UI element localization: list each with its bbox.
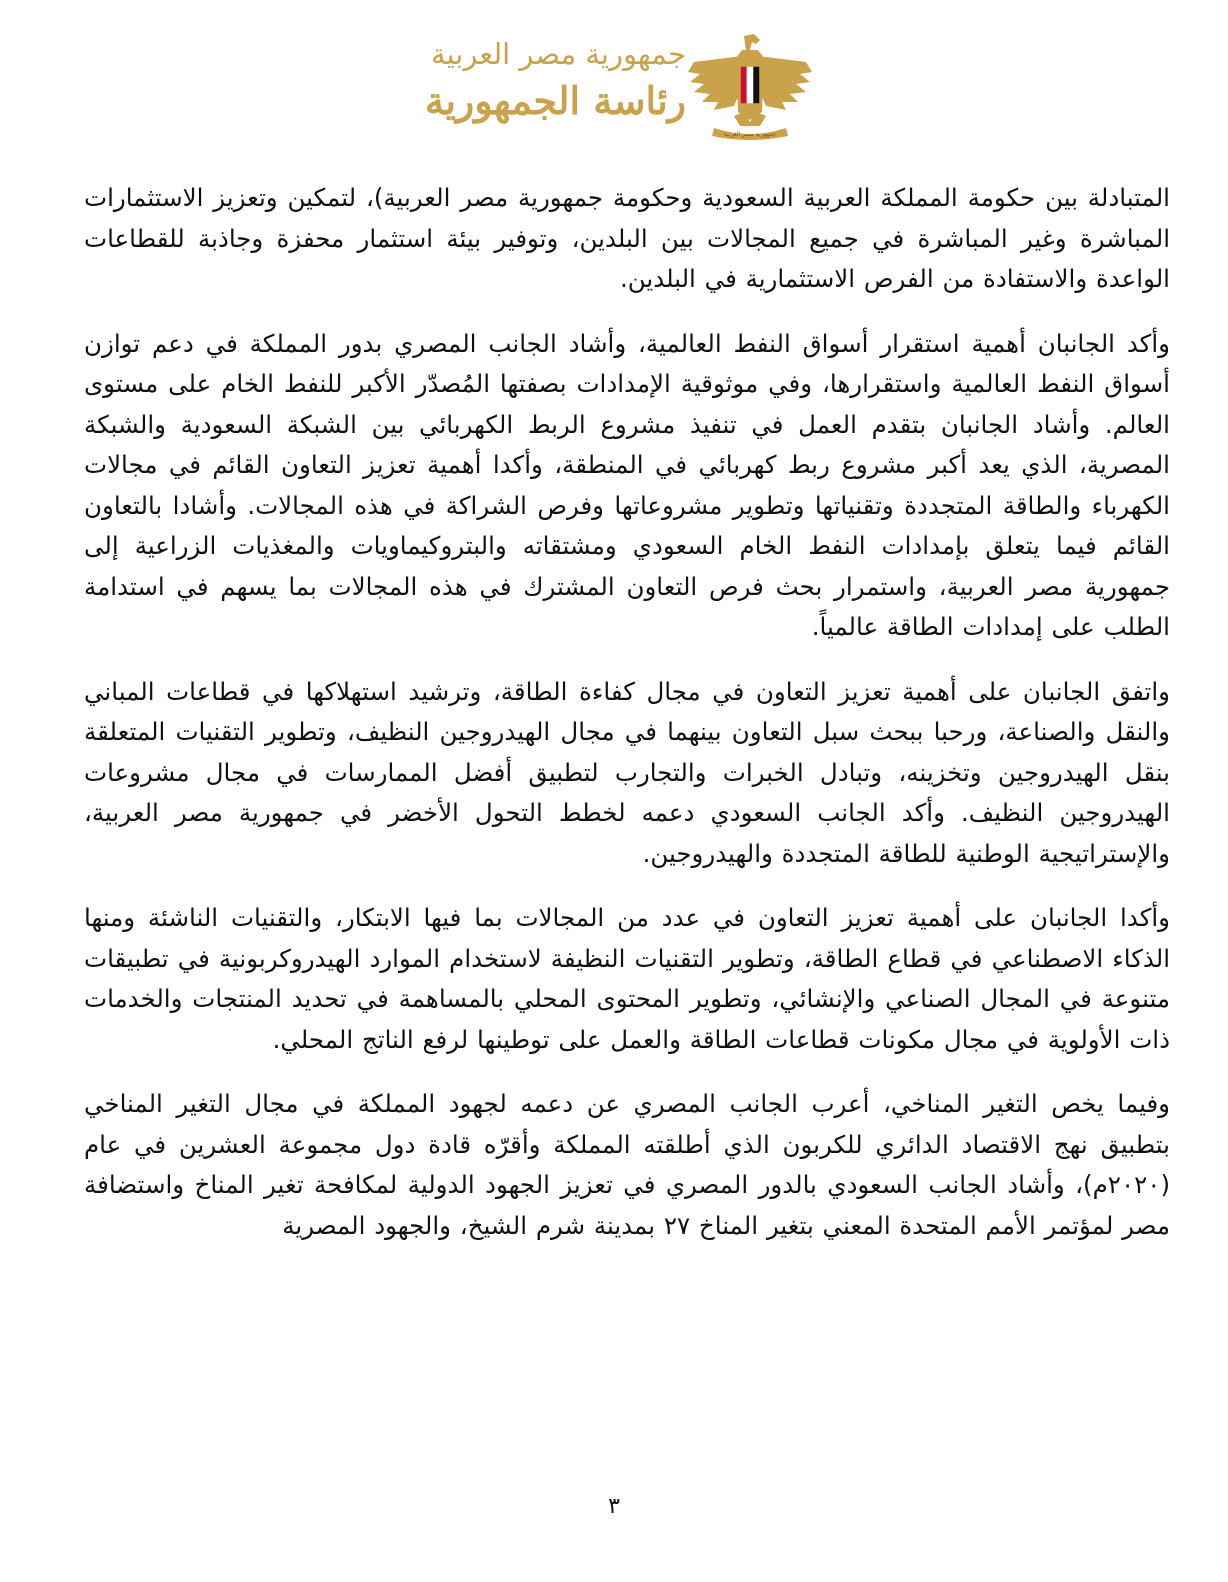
letterhead-country-name: جمهورية مصر العربية [430,37,686,71]
page-number: ٣ [608,1494,620,1519]
letterhead-presidency-name: رئاسة الجمهورية [424,78,686,123]
letterhead-text [424,34,686,138]
paragraph: المتبادلة بين حكومة المملكة العربية السعودية وحكومة جمهورية مصر العربية)، لتمكين وتعزيز الاستثمارات المباشرة وغير المباشرة في جميع المجالات بين البلدين، وتوفير بيئة استثمار محفزة وجاذبة للقطاعات الواعدة والاستفادة من الفرص الاستثمارية في البلدين. [84,183,1170,293]
paragraph: واتفق الجانبان على أهمية تعزيز التعاون في مجال كفاءة الطاقة، وترشيد استهلاكها في قطاعات المباني والنقل والصناعة، ورحبا ببحث سبل التعاون بينهما في مجال الهيدروجين النظيف، وتطوير التقنيات المتعلقة بنقل الهيدروجين وتخزينه، وتبادل الخبرات والتجارب لتطبيق أفضل الممارسات في مجال مشروعات الهيدروجين النظيف. وأكد الجانب السعودي دعمه لخطط التحول الأخضر في جمهورية مصر العربية، والإستراتيجية الوطنية للطاقة المتجددة والهيدروجين. [84,676,1170,868]
paragraph: وفيما يخص التغير المناخي، أعرب الجانب المصري عن دعمه لجهود المملكة في مجال التغير المناخي بتطبيق نهج الاقتصاد الدائري للكربون الذي أطلقته المملكة وأقرّه قادة دول مجموعة العشرين في عام (٢٠٢٠م)، وأشاد الجانب السعودي بالدور المصري في تعزيز الجهود الدولية لمكافحة تغير المناخ واستضافة مصر لمؤتمر الأمم المتحدة المعني بتغير المناخ ٢٧ بمدينة شرم الشيخ، والجهود المصرية [84,1089,1170,1240]
document-body [84,178,1170,1270]
emblem-scroll-caption: جمهورية مصر العربية [723,131,777,138]
paragraph: وأكد الجانبان أهمية استقرار أسواق النفط العالمية، وأشاد الجانب المصري بدور المملكة في دعم توازن أسواق النفط العالمية واستقرارها، وفي موثوقية الإمدادات بصفتها المُصدّر الأكبر للنفط الخام على مستوى العالم. وأشاد الجانبان بتقدم العمل في تنفيذ مشروع الربط الكهربائي بين الشبكة السعودية والشبكة المصرية، الذي يعد أكبر مشروع ربط كهربائي في المنطقة، وأكدا أهمية تعزيز التعاون القائم في مجالات الكهرباء والطاقة المتجددة وتقنياتها وتطوير مشروعاتها وفرص الشراكة في هذه المجالات. وأشادا بالتعاون القائم فيما يتعلق بإمدادات النفط الخام السعودي ومشتقاته والبتروكيماويات والمغذيات الزراعية إلى جمهورية مصر العربية، واستمرار بحث فرص التعاون المشترك في هذه المجالات بما يسهم في استدامة الطلب على إمدادات الطاقة عالمياً. [84,328,1170,641]
letterhead [0,28,1228,148]
eagle-emblem-icon [684,32,816,140]
paragraph: وأكدا الجانبان على أهمية تعزيز التعاون في عدد من المجالات بما فيها الابتكار، والتقنيات الناشئة ومنها الذكاء الاصطناعي في قطاع الطاقة، وتطوير التقنيات النظيفة لاستخدام الموارد الهيدروكربونية في تطبيقات متنوعة في المجال الصناعي والإنشائي، وتطوير المحتوى المحلي بالمساهمة في تحديد المنتجات والخدمات ذات الأولوية في مجال مكونات قطاعات الطاقة والعمل على توطينها لرفع الناتج المحلي. [84,903,1170,1054]
